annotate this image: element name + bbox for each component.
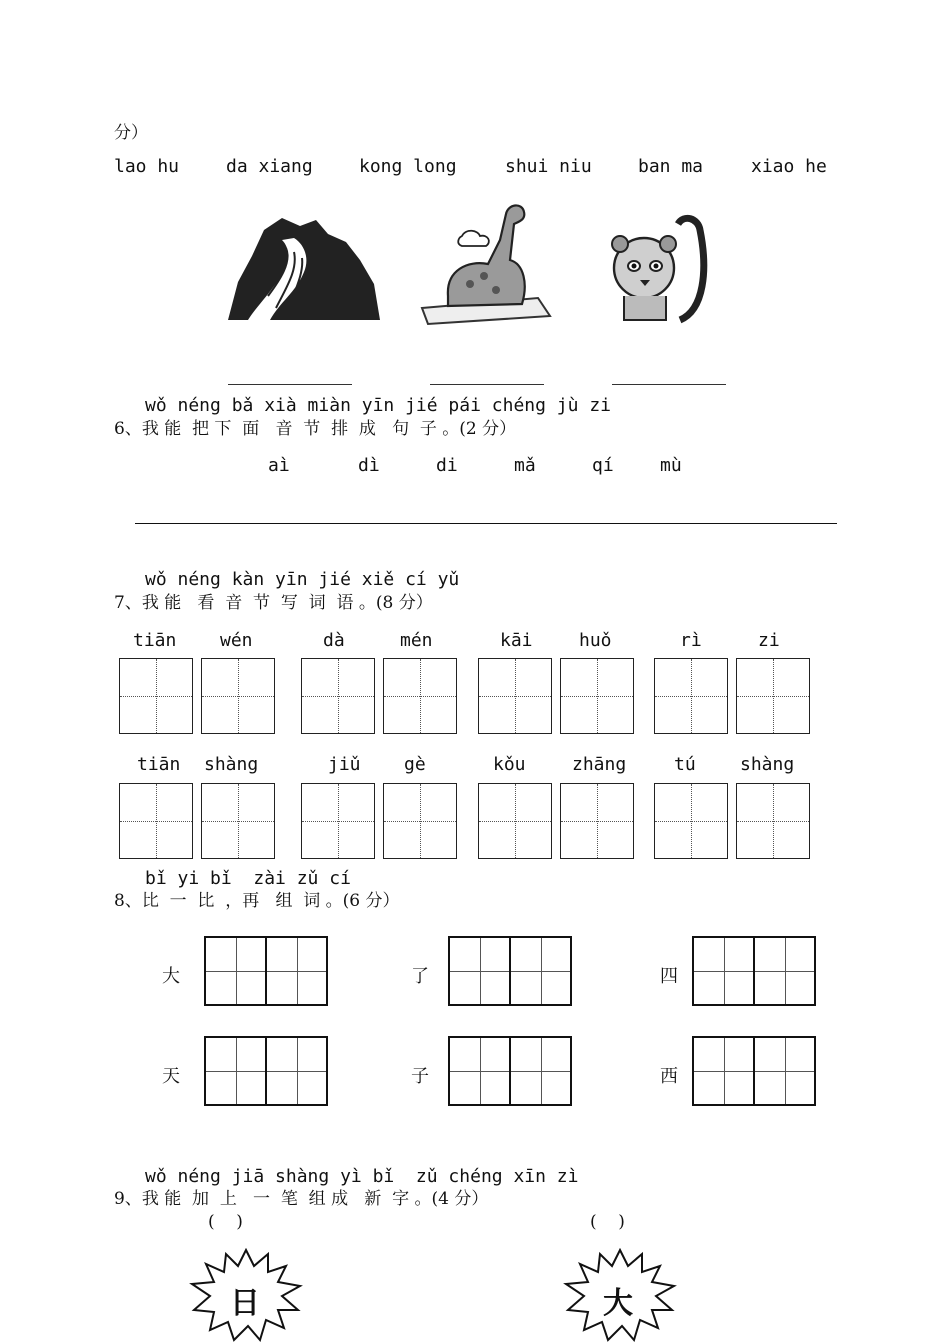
writing-cell[interactable] bbox=[654, 783, 728, 859]
q7-heading: 7、我 能 看 音 节 写 词 语 。(8 分） bbox=[114, 593, 433, 613]
word-box[interactable] bbox=[448, 936, 572, 1006]
syllable-2: dì bbox=[358, 455, 380, 476]
q7-row2-pinyin-3: jiǔ bbox=[328, 754, 361, 775]
writing-cell[interactable] bbox=[383, 783, 457, 859]
compare-char-3: 四 bbox=[660, 966, 678, 987]
syllable-4: mǎ bbox=[514, 455, 536, 476]
q7-row1-pinyin-5: kāi bbox=[500, 630, 533, 651]
q6-pinyin: wǒ néng bǎ xià miàn yīn jié pái chéng jù zi bbox=[145, 395, 611, 416]
answer-paren-2[interactable]: ( ) bbox=[590, 1212, 625, 1232]
sentence-answer-line[interactable] bbox=[135, 523, 837, 524]
compare-char-5: 子 bbox=[411, 1066, 429, 1087]
writing-cell[interactable] bbox=[119, 658, 193, 734]
q7-row1-pinyin-4: mén bbox=[400, 630, 433, 651]
writing-cell[interactable] bbox=[301, 658, 375, 734]
word-box[interactable] bbox=[692, 1036, 816, 1106]
pinyin-option-4: shui niu bbox=[505, 156, 592, 177]
q7-row2-pinyin-6: zhāng bbox=[572, 754, 627, 775]
dinosaur-image bbox=[418, 200, 558, 330]
word-box[interactable] bbox=[204, 1036, 328, 1106]
word-box[interactable] bbox=[448, 1036, 572, 1106]
burst-char-2: 大 bbox=[603, 1286, 633, 1321]
mountain-river-image bbox=[224, 212, 384, 330]
writing-cell[interactable] bbox=[383, 658, 457, 734]
q6-heading: 6、我 能 把 下 面 音 节 排 成 句 子 。(2 分） bbox=[114, 419, 517, 439]
compare-char-4: 天 bbox=[162, 1066, 180, 1087]
q8-heading: 8、比 一 比 ，再 组 词 。(6 分） bbox=[114, 891, 400, 911]
q7-row2-pinyin-2: shàng bbox=[204, 754, 259, 775]
q7-row2-pinyin-8: shàng bbox=[740, 754, 795, 775]
q7-row1-pinyin-8: zi bbox=[758, 630, 780, 651]
compare-char-6: 西 bbox=[660, 1066, 678, 1087]
syllable-5: qí bbox=[592, 455, 614, 476]
writing-cell[interactable] bbox=[736, 783, 810, 859]
word-box[interactable] bbox=[692, 936, 816, 1006]
writing-cell[interactable] bbox=[478, 658, 552, 734]
q7-row1-pinyin-2: wén bbox=[220, 630, 253, 651]
previous-question-tail: 分） bbox=[114, 123, 148, 143]
syllable-3: di bbox=[436, 455, 458, 476]
writing-cell[interactable] bbox=[560, 783, 634, 859]
q7-row2-pinyin-7: tú bbox=[674, 754, 696, 775]
q7-row2-pinyin-4: gè bbox=[404, 754, 426, 775]
q7-row2-pinyin-1: tiān bbox=[137, 754, 181, 775]
answer-blank-1[interactable] bbox=[228, 384, 352, 385]
q7-row1-pinyin-6: huǒ bbox=[579, 630, 612, 651]
q7-row2-pinyin-5: kǒu bbox=[493, 754, 526, 775]
answer-blank-2[interactable] bbox=[430, 384, 544, 385]
q9-pinyin: wǒ néng jiā shàng yì bǐ zǔ chéng xīn zì bbox=[145, 1166, 579, 1187]
pinyin-option-1: lao hu bbox=[114, 156, 180, 177]
word-box[interactable] bbox=[204, 936, 328, 1006]
pinyin-option-2: da xiang bbox=[226, 156, 313, 177]
tiger-image bbox=[604, 210, 714, 328]
writing-cell[interactable] bbox=[301, 783, 375, 859]
writing-cell[interactable] bbox=[201, 783, 275, 859]
writing-cell[interactable] bbox=[201, 658, 275, 734]
writing-cell[interactable] bbox=[654, 658, 728, 734]
burst-char-1: 日 bbox=[230, 1286, 260, 1321]
writing-cell[interactable] bbox=[560, 658, 634, 734]
answer-paren-1[interactable]: ( ) bbox=[208, 1212, 243, 1232]
pinyin-option-6: xiao he bbox=[751, 156, 827, 177]
writing-cell[interactable] bbox=[478, 783, 552, 859]
answer-blank-3[interactable] bbox=[612, 384, 726, 385]
syllable-6: mù bbox=[660, 455, 682, 476]
q7-row1-pinyin-7: rì bbox=[680, 630, 702, 651]
compare-char-1: 大 bbox=[162, 966, 180, 987]
writing-cell[interactable] bbox=[736, 658, 810, 734]
q8-pinyin: bǐ yi bǐ zài zǔ cí bbox=[145, 868, 351, 889]
q7-row1-pinyin-3: dà bbox=[323, 630, 345, 651]
q7-row1-pinyin-1: tiān bbox=[133, 630, 177, 651]
compare-char-2: 了 bbox=[411, 966, 429, 987]
q7-pinyin: wǒ néng kàn yīn jié xiě cí yǔ bbox=[145, 569, 460, 590]
pinyin-option-3: kong long bbox=[359, 156, 457, 177]
syllable-1: aì bbox=[268, 455, 290, 476]
writing-cell[interactable] bbox=[119, 783, 193, 859]
q9-heading: 9、我 能 加 上 一 笔 组 成 新 字 。(4 分） bbox=[114, 1189, 489, 1209]
pinyin-option-5: ban ma bbox=[638, 156, 704, 177]
